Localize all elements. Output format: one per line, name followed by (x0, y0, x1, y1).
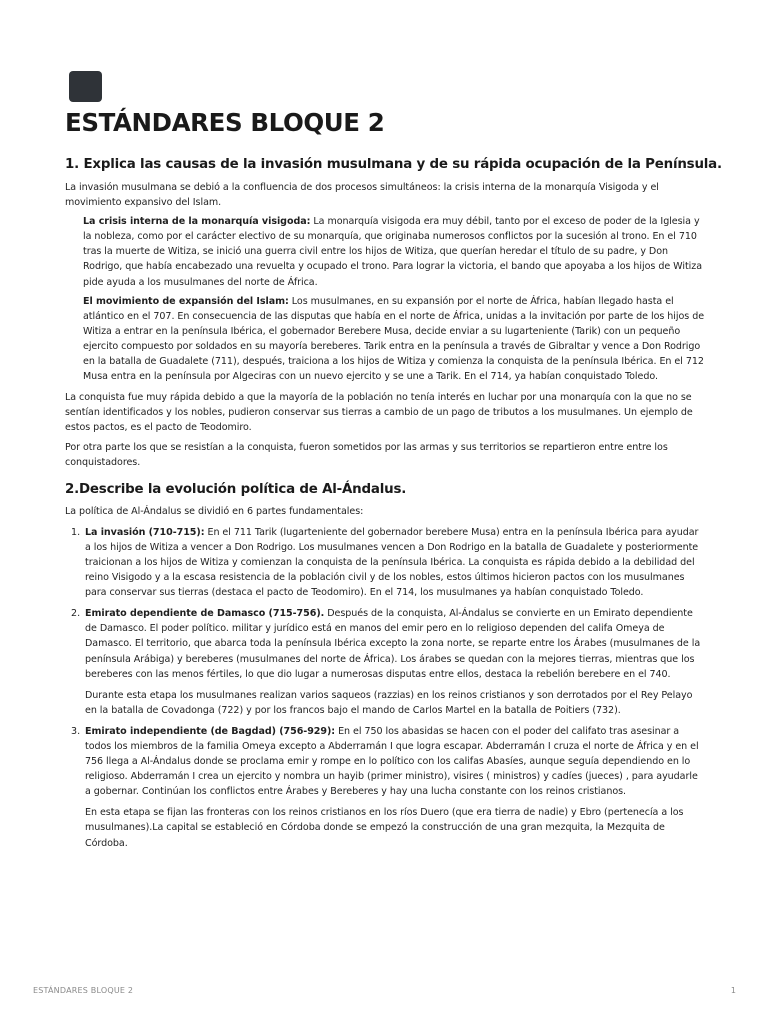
list-item-label: Emirato dependiente de Damasco (715-756). (85, 608, 325, 620)
list-item-number: 3. (71, 725, 81, 737)
list-item (65, 724, 705, 851)
list-item-number: 1. (71, 526, 81, 538)
islam-text: Los musulmanes, en su expansión por el norte de África, habían llegado hasta el atlántico en el 707. En consecuencia de las disputas que había en el norte de África, unidas a la invitación por parte de los hijos de Witiza a entrar en la península Ibérica, el gobernador Berebere Musa, decide enviar a su lugarteniente (Tarik) con un pequeño ejercito compuesto por soldados en su mayoría bereberes. Tarik entra en la península a través de Gibraltar y vence a Don Rodrigo en la batalla de Guadalete (711), después, traiciona a los hijos de Witiza y comienza la conquista de la península Ibérica. En el 712 Musa entra en la península por Algeciras con un nuevo ejercito y se une a Tarik. En el 714, ya habían conquistado Toledo. (83, 295, 705, 383)
crisis-paragraph (83, 214, 705, 289)
list-item-text: Emirato independiente (de Bagdad) (756-929): En el 750 los abasidas se hacen con el poder del califato tras asesinar a todos los miembros de la familia Omeya excepto a Abderramán I que logra escapar. Abderramán I cruza el norte de África y en el 756 llega a Al-Ándalus donde se proclama emir y rompe en lo político con los califas Abasíes, aunque seguía dependiendo en lo religioso. Abderramán I crea un ejercito y nombra un hayib (primer ministro), visires ( ministros) y cadíes (jueces) , para ayudarle a gobernar. Continúan los conflictos entre Árabes y Bereberes y hay una lucha constante con los reinos cristianos. (85, 725, 699, 798)
list-item-number: 2. (71, 608, 81, 620)
document-body (65, 157, 722, 857)
conquest-paragraph: La conquista fue muy rápida debido a que la mayoría de la población no tenía interés en luchar por una monarquía con la que no se sentían identificados y los nobles, pudieron conservar sus tierras a cambio de un pago de tributos a los musulmanes. Un ejemplo de estos pactos, es el pacto de Teodomiro. (65, 392, 693, 434)
evolution-list (65, 525, 705, 851)
list-item-extra: Durante esta etapa los musulmanes realizan varios saqueos (razzias) en los reinos cristianos y son derrotados por el Rey Pelayo en la batalla de Covadonga (722) y por los francos bajo el mando de Carlos Martel en la batalla de Poitiers (732). (85, 689, 693, 716)
page-title: ESTÁNDARES BLOQUE 2 (65, 108, 385, 137)
islam-paragraph (83, 294, 705, 385)
list-item (65, 606, 705, 718)
section2-heading: 2.Describe la evolución política de Al-Ándalus. (65, 481, 407, 497)
section2-intro: La política de Al-Ándalus se dividió en 6 partes fundamentales: (65, 505, 364, 517)
list-item-text: Emirato dependiente de Damasco (715-756). Después de la conquista, Al-Ándalus se convierte en un Emirato dependiente de Damasco. El poder político. militar y jurídico está en manos del emir pero en lo religioso dependen del califa Omeya de Damasco. El territorio, que abarca toda la península Ibérica excepto la zona norte, se reparte entre los Árabes (musulmanes de la península Arábiga) y bereberes (musulmanes del norte de África). Los árabes se quedan con la mejores tierras, mientras que los bereberes con las menos fértiles, lo que dio lugar a numerosas disputas entre ellos, destaca la rebelión berebere en el 740. (85, 608, 701, 680)
list-item-label: La invasión (710-715): (85, 526, 205, 538)
section1-heading: 1. Explica las causas de la invasión musulmana y de su rápida ocupación de la Península. (65, 157, 722, 172)
islam-label: El movimiento de expansión del Islam: (83, 295, 289, 307)
list-item-text: La invasión (710-715): En el 711 Tarik (lugarteniente del gobernador berebere Musa) entra en la península Ibérica para ayudar a los hijos de Witiza a vencer a Don Rodrigo. Los musulmanes vencen a Don Rodrigo en la batalla de Guadalete y posteriormente traicionan a los hijos de Witiza y comienzan la conquista de la península Ibérica. La conquista es rápida debido a la debilidad del reino Visigodo y a la escasa resistencia de la población civil y de los nobles, estos últimos hicieron pactos con los musulmanes para conservar sus tierras (destaca el pacto de Teodomiro). En el 714, los musulmanes ya habían conquistado Toledo. (85, 526, 699, 599)
resisted-paragraph: Por otra parte los que se resistían a la conquista, fueron sometidos por las armas y sus territorios se repartieron entre entre los conquistadores. (65, 441, 668, 468)
crisis-text: La monarquía visigoda era muy débil, tanto por el exceso de poder de la Iglesia y la nobleza, como por el carácter electivo de su monarquía, que originaba numerosos conflictos por la sucesión al trono. En el 710 tras la muerte de Witiza, se inició una guerra civil entre los hijos de Witiza, que querían heredar el título de su padre, y Don Rodrigo, que había encabezado una revuelta y ocupado el trono. Para lograr la victoria, el bando que apoyaba a los hijos de Witiza pide ayuda a los musulmanes del norte de África. (83, 216, 702, 288)
crisis-label: La crisis interna de la monarquía visigoda: (83, 216, 311, 228)
footer-title: ESTÁNDARES BLOQUE 2 (33, 986, 134, 995)
list-item-extra: En esta etapa se fijan las fronteras con los reinos cristianos en los ríos Duero (que era tierra de nadie) y Ebro (pertenecía a los musulmanes).La capital se estableció en Córdoba donde se empezó la construcción de una gran mezquita, la Mezquita de Córdoba. (85, 807, 684, 849)
list-item-label: Emirato independiente (de Bagdad) (756-929): (85, 725, 336, 737)
section1-intro: La invasión musulmana se debió a la confluencia de dos procesos simultáneos: la crisis interna de la monarquía Visigoda y el movimiento expansivo del Islam. (65, 182, 659, 209)
page-number: 1 (730, 986, 736, 995)
document-icon (69, 71, 102, 102)
list-item (65, 525, 705, 600)
